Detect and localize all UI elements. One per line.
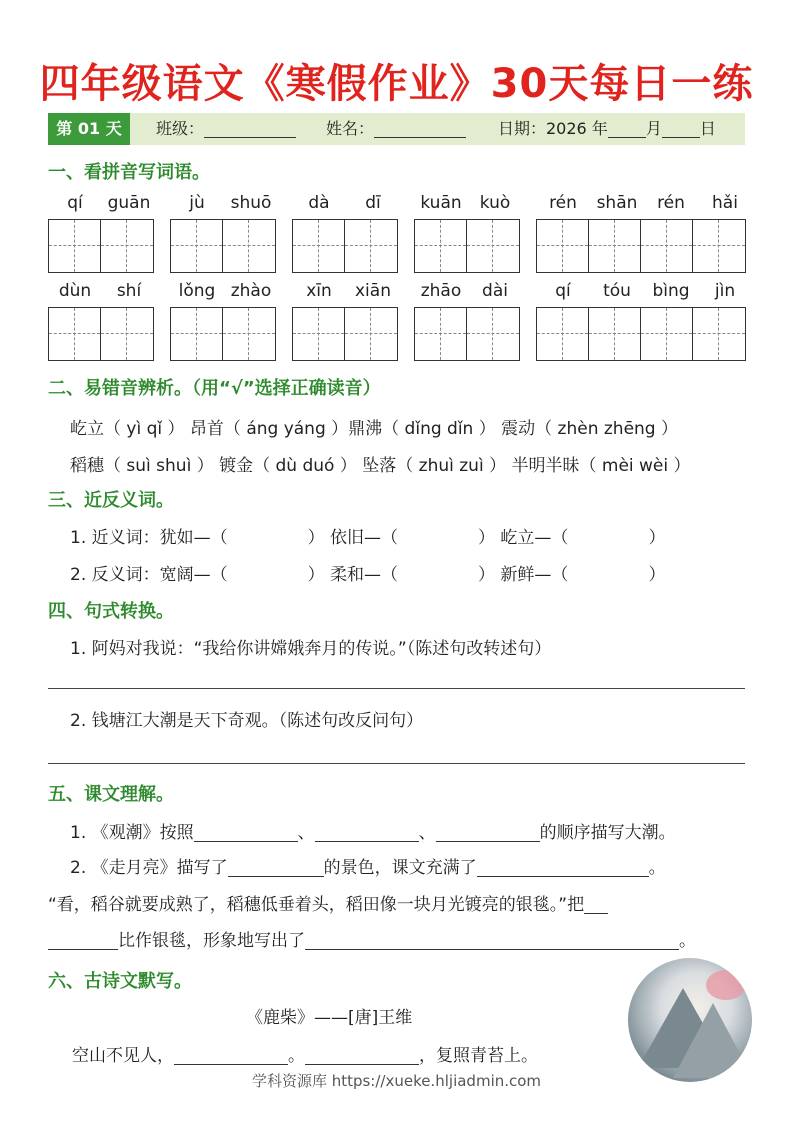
cell-guide-horizontal: [101, 333, 153, 334]
day-label: 日: [699, 119, 716, 138]
cell-guide-horizontal: [223, 245, 275, 246]
poem-title: 《鹿柴》——[唐]王维: [246, 1008, 413, 1028]
writing-cell[interactable]: [537, 308, 589, 360]
synonym-b: ） 依旧—（: [307, 528, 399, 548]
writing-cell[interactable]: [537, 220, 589, 272]
q2-blank-1[interactable]: [228, 858, 324, 877]
cell-guide-horizontal: [49, 245, 100, 246]
cell-guide-vertical: [196, 220, 197, 272]
writing-cell[interactable]: [345, 308, 397, 360]
cell-guide-horizontal: [537, 245, 588, 246]
poem-text-c: ，复照青苔上。: [419, 1046, 538, 1066]
writing-boxes: [536, 307, 746, 361]
writing-cell[interactable]: [589, 220, 641, 272]
cell-guide-horizontal: [415, 245, 466, 246]
writing-cell[interactable]: [293, 220, 345, 272]
writing-cell[interactable]: [223, 308, 275, 360]
q3-text-b: 比作银毯，形象地写出了: [118, 931, 305, 951]
q2-text-b: 的景色，课文充满了: [323, 858, 477, 878]
sentence-question-2: 2. 钱塘江大潮是天下奇观。（陈述句改反问句）: [70, 711, 424, 731]
pinyin-labels: [170, 193, 276, 219]
antonym-c: ） 新鲜—（: [478, 565, 569, 585]
writing-cell[interactable]: [641, 308, 693, 360]
q2-text-a: 2. 《走月亮》描写了: [70, 858, 228, 878]
writing-boxes: [414, 307, 520, 361]
writing-cell[interactable]: [171, 220, 223, 272]
section-5-heading: 五、课文理解。: [48, 784, 174, 805]
synonym-d: ）: [648, 528, 666, 548]
writing-boxes: [170, 307, 276, 361]
pinyin-group: [48, 281, 154, 361]
q2-blank-2[interactable]: [477, 858, 649, 877]
writing-boxes: [414, 219, 520, 273]
writing-cell[interactable]: [467, 308, 519, 360]
cell-guide-vertical: [126, 308, 127, 360]
cell-guide-horizontal: [223, 333, 275, 334]
synonym-label: 1. 近义词：犹如—（: [70, 528, 228, 548]
pinyin-syllable: rén: [657, 193, 685, 213]
writing-boxes: [292, 307, 398, 361]
cell-guide-vertical: [318, 308, 319, 360]
pinyin-group: [48, 193, 154, 273]
q1-text-b: 、: [297, 823, 315, 843]
antonym-d: ）: [648, 565, 666, 585]
cell-guide-vertical: [666, 308, 667, 360]
pinyin-syllable: hǎi: [712, 193, 738, 213]
cell-guide-vertical: [126, 220, 127, 272]
antonym-b: ） 柔和—（: [307, 565, 399, 585]
cell-guide-horizontal: [589, 333, 640, 334]
cell-guide-vertical: [370, 220, 371, 272]
pinyin-syllable: xiān: [355, 281, 391, 301]
pinyin-syllable: tóu: [603, 281, 631, 301]
pinyin-syllable: shuō: [230, 193, 272, 213]
date-field: [498, 113, 716, 145]
poem-blank-2[interactable]: [305, 1046, 419, 1065]
cell-guide-horizontal: [345, 333, 397, 334]
cell-guide-vertical: [492, 220, 493, 272]
pinyin-group: [170, 193, 276, 273]
pinyin-syllable: rén: [549, 193, 577, 213]
writing-boxes: [170, 219, 276, 273]
cell-guide-horizontal: [693, 245, 745, 246]
writing-cell[interactable]: [171, 308, 223, 360]
poem-line: [72, 1041, 538, 1066]
antonym-row: [70, 560, 665, 585]
pinyin-labels: [536, 193, 746, 219]
cell-guide-horizontal: [101, 245, 153, 246]
writing-cell[interactable]: [293, 308, 345, 360]
comprehension-q3-line2: [48, 926, 696, 951]
class-blank[interactable]: [204, 119, 296, 138]
pinyin-syllable: dī: [365, 193, 381, 213]
cell-guide-vertical: [440, 308, 441, 360]
pinyin-syllable: jù: [189, 193, 205, 213]
section-2-heading: 二、易错音辨析。（用“√”选择正确读音）: [48, 378, 381, 399]
cell-guide-horizontal: [537, 333, 588, 334]
day-blank[interactable]: [662, 119, 700, 138]
pinyin-labels: [48, 193, 154, 219]
pinyin-syllable: lǒng: [178, 281, 216, 301]
cell-guide-vertical: [248, 308, 249, 360]
month-label: 月: [645, 119, 662, 138]
q1-text-d: 的顺序描写大潮。: [539, 823, 676, 843]
pinyin-syllable: dùn: [58, 281, 92, 301]
cell-guide-horizontal: [641, 245, 692, 246]
pinyin-syllable: jìn: [714, 281, 736, 301]
cell-guide-vertical: [440, 220, 441, 272]
pinyin-syllable: guān: [107, 193, 151, 213]
cell-guide-vertical: [614, 308, 615, 360]
cell-guide-horizontal: [345, 245, 397, 246]
mountain-shape: [673, 1003, 752, 1078]
synonym-c: ） 屹立—（: [478, 528, 569, 548]
writing-cell[interactable]: [589, 308, 641, 360]
pinyin-labels: [48, 281, 154, 307]
name-field: [326, 113, 466, 145]
page-title: 四年级语文《寒假作业》30天每日一练: [39, 61, 754, 107]
writing-cell[interactable]: [641, 220, 693, 272]
cell-guide-vertical: [318, 220, 319, 272]
pinyin-labels: [292, 193, 398, 219]
writing-cell[interactable]: [467, 220, 519, 272]
pinyin-syllable: qí: [67, 193, 83, 213]
q1-blank-3[interactable]: [436, 823, 540, 842]
day-tag: 第 01 天: [48, 113, 130, 145]
cell-guide-vertical: [370, 308, 371, 360]
pinyin-labels: [536, 281, 746, 307]
q1-blank-1[interactable]: [194, 823, 298, 842]
cell-guide-vertical: [492, 308, 493, 360]
q2-text-c: 。: [648, 858, 666, 878]
pinyin-labels: [414, 193, 520, 219]
section-6-heading: 六、古诗文默写。: [48, 971, 192, 992]
pinyin-syllable: bìng: [652, 281, 690, 301]
pinyin-group: [292, 281, 398, 361]
writing-cell[interactable]: [101, 308, 153, 360]
pronunciation-line-2: 稻穗（ suì shuì ） 镀金（ dù duó ） 坠落（ zhuì zuì ） 半明半昧（ mèi wèi ）: [70, 456, 691, 476]
pinyin-syllable: zhào: [230, 281, 272, 301]
poem-text-b: 。: [288, 1046, 305, 1066]
comprehension-q2: [70, 853, 666, 878]
writing-cell[interactable]: [49, 308, 101, 360]
comprehension-q1: [70, 818, 676, 843]
date-label: 日期：2026 年: [498, 119, 608, 138]
pinyin-syllable: xīn: [306, 281, 332, 301]
section-4-heading: 四、句式转换。: [48, 601, 174, 622]
antonym-label: 2. 反义词：宽阔—（: [70, 565, 228, 585]
cell-guide-horizontal: [467, 333, 519, 334]
pinyin-syllable: dài: [482, 281, 508, 301]
pinyin-syllable: shí: [116, 281, 142, 301]
pinyin-group: [414, 281, 520, 361]
pinyin-syllable: zhāo: [420, 281, 462, 301]
synonym-row: [70, 523, 665, 548]
pinyin-group: [414, 193, 520, 273]
q3-blank-2[interactable]: [305, 931, 679, 950]
writing-cell[interactable]: [49, 220, 101, 272]
answer-line-1[interactable]: [48, 688, 745, 689]
writing-cell[interactable]: [693, 308, 745, 360]
cell-guide-vertical: [562, 220, 563, 272]
cell-guide-horizontal: [293, 245, 344, 246]
info-bar: [48, 113, 745, 145]
writing-boxes: [292, 219, 398, 273]
section-3-heading: 三、近反义词。: [48, 490, 174, 511]
comprehension-q3-line1: [48, 890, 608, 915]
q1-text-c: 、: [418, 823, 436, 843]
writing-cell[interactable]: [693, 220, 745, 272]
cell-guide-vertical: [718, 308, 719, 360]
answer-line-2[interactable]: [48, 763, 745, 764]
cell-guide-vertical: [74, 220, 75, 272]
pinyin-syllable: shān: [596, 193, 638, 213]
month-blank[interactable]: [608, 119, 646, 138]
poem-text-a: 空山不见人，: [72, 1046, 174, 1066]
pinyin-syllable: qí: [555, 281, 571, 301]
writing-cell[interactable]: [223, 220, 275, 272]
q1-blank-2[interactable]: [315, 823, 419, 842]
cell-guide-vertical: [614, 220, 615, 272]
pinyin-labels: [414, 281, 520, 307]
pronunciation-line-1: 屹立（ yì qǐ ） 昂首（ áng yáng ）鼎沸（ dǐng dǐn ） 震动（ zhèn zhēng ）: [70, 419, 678, 439]
cell-guide-horizontal: [49, 333, 100, 334]
writing-cell[interactable]: [415, 220, 467, 272]
writing-boxes: [48, 307, 154, 361]
pinyin-syllable: kuān: [420, 193, 462, 213]
class-label: 班级：: [156, 119, 205, 138]
landscape-painting-image: [628, 958, 752, 1082]
poem-blank-1[interactable]: [174, 1046, 288, 1065]
cell-guide-horizontal: [693, 333, 745, 334]
q3-blank-1b[interactable]: [48, 931, 118, 950]
cell-guide-vertical: [74, 308, 75, 360]
cell-guide-horizontal: [171, 333, 222, 334]
pinyin-group: [170, 281, 276, 361]
cell-guide-vertical: [248, 220, 249, 272]
cell-guide-horizontal: [171, 245, 222, 246]
writing-cell[interactable]: [345, 220, 397, 272]
pinyin-group: [536, 281, 746, 361]
pinyin-group: [536, 193, 746, 273]
writing-cell[interactable]: [101, 220, 153, 272]
cell-guide-horizontal: [589, 245, 640, 246]
cell-guide-vertical: [196, 308, 197, 360]
name-label: 姓名：: [326, 119, 375, 138]
pinyin-group: [292, 193, 398, 273]
cell-guide-vertical: [666, 220, 667, 272]
cell-guide-vertical: [718, 220, 719, 272]
writing-boxes: [536, 219, 746, 273]
cell-guide-vertical: [562, 308, 563, 360]
q1-text-a: 1. 《观潮》按照: [70, 823, 194, 843]
writing-cell[interactable]: [415, 308, 467, 360]
q3-blank-1a[interactable]: [584, 895, 608, 914]
pinyin-labels: [170, 281, 276, 307]
cell-guide-horizontal: [415, 333, 466, 334]
cell-guide-horizontal: [467, 245, 519, 246]
writing-boxes: [48, 219, 154, 273]
pinyin-syllable: kuò: [479, 193, 511, 213]
name-blank[interactable]: [374, 119, 466, 138]
footer-watermark: 学科资源库 https://xueke.hljiadmin.com: [251, 1072, 542, 1090]
q3-text-c: 。: [679, 931, 696, 951]
cell-guide-horizontal: [641, 333, 692, 334]
pinyin-labels: [292, 281, 398, 307]
cell-guide-horizontal: [293, 333, 344, 334]
sentence-question-1: 1. 阿妈对我说：“我给你讲嫦娥奔月的传说。”（陈述句改转述句）: [70, 639, 552, 659]
class-field: [156, 113, 296, 145]
section-1-heading: 一、看拼音写词语。: [48, 162, 210, 183]
pinyin-syllable: dà: [308, 193, 330, 213]
q3-text-a: “看，稻谷就要成熟了，稻穗低垂着头，稻田像一块月光镀亮的银毯。”把: [48, 895, 585, 915]
